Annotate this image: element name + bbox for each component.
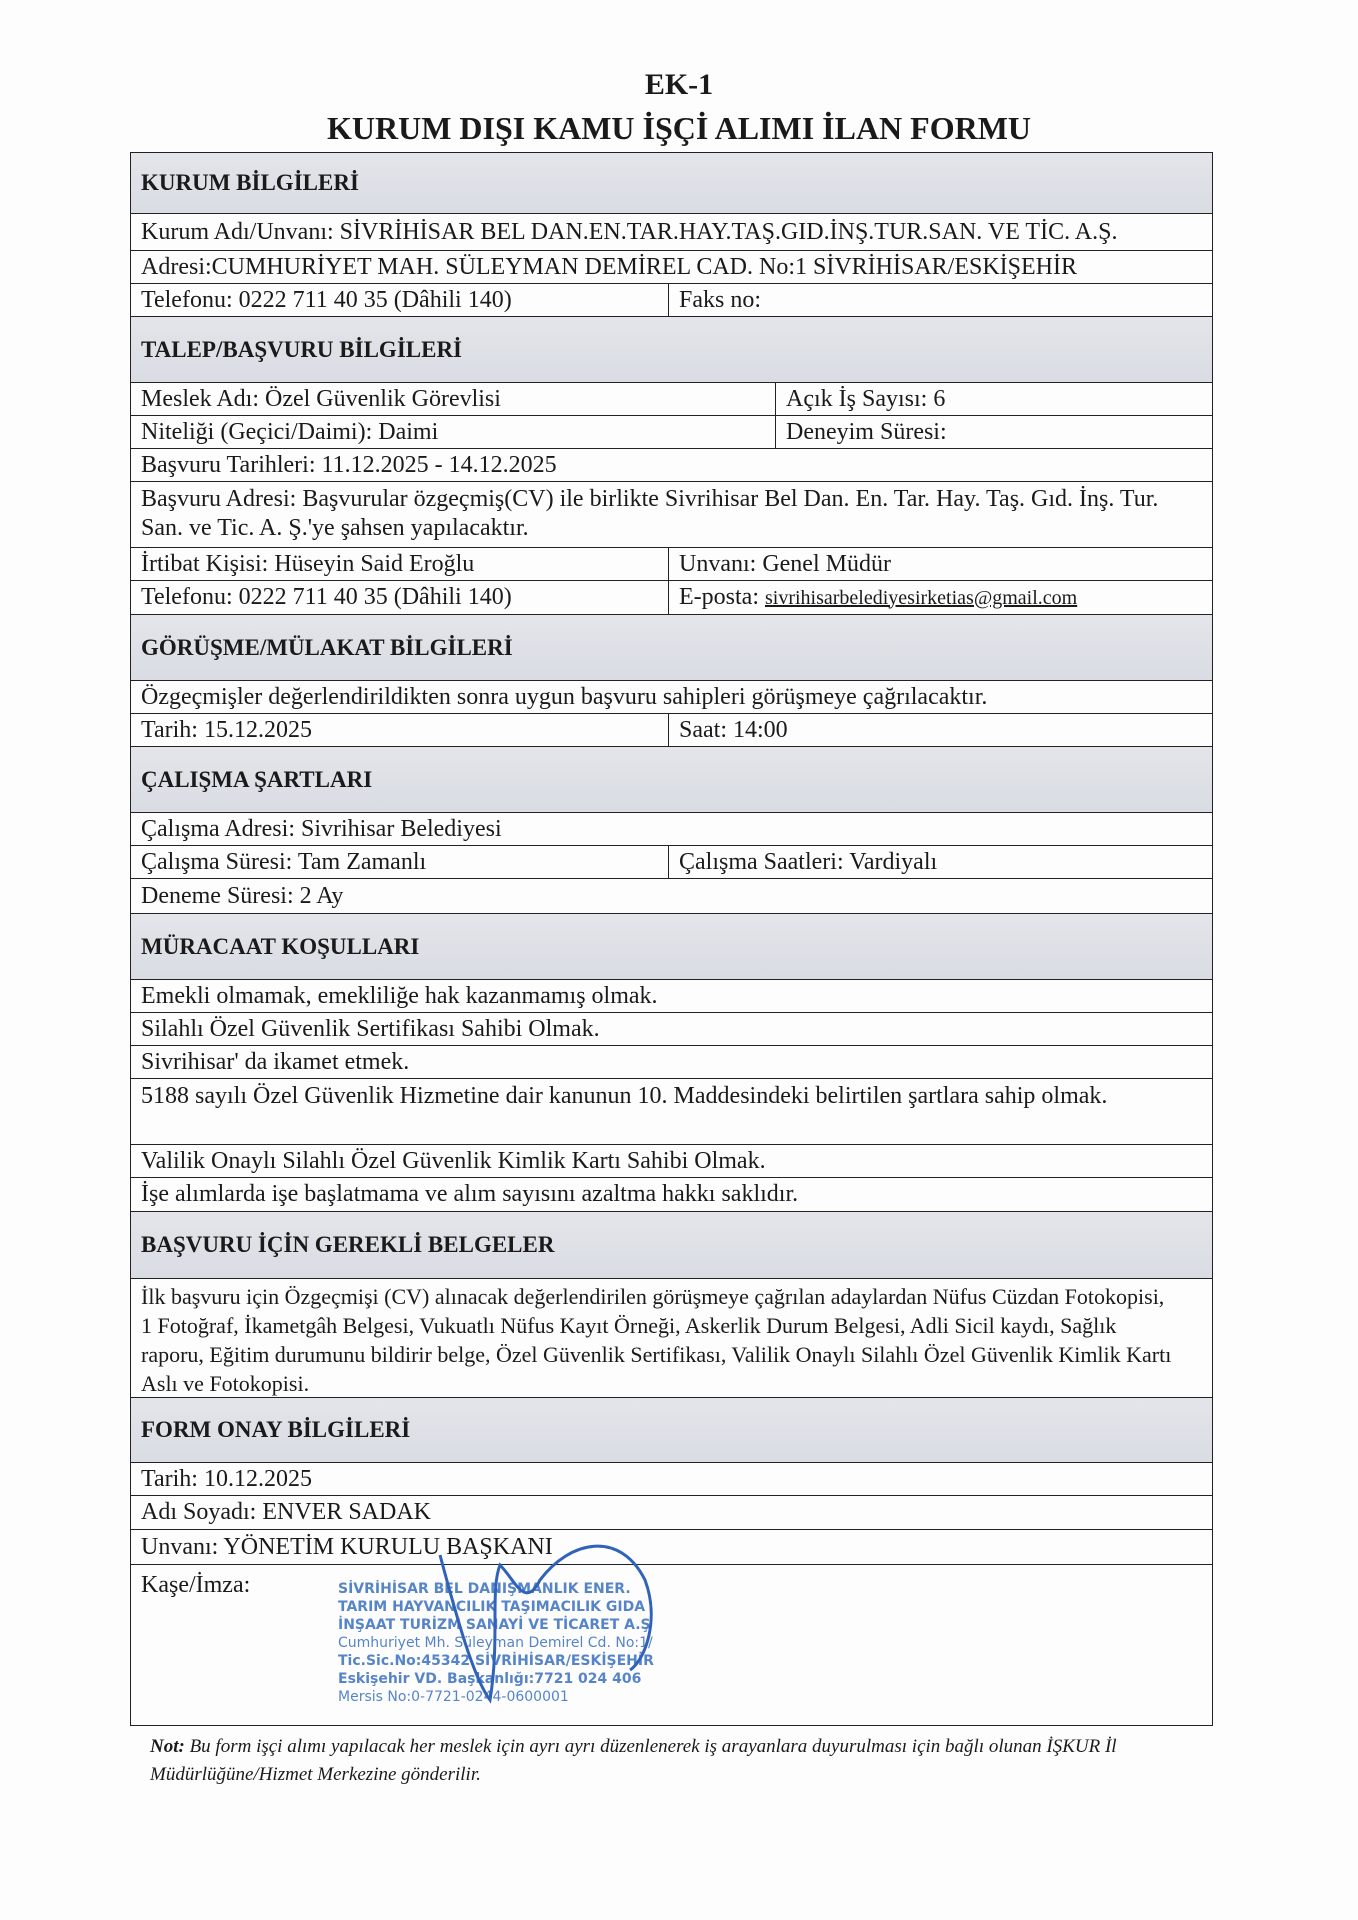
condition-text: İşe alımlarda işe başlatmama ve alım sayısını azaltma hakkı saklıdır.	[141, 1181, 799, 1208]
condition-text: Silahlı Özel Güvenlik Sertifikası Sahibi Olmak.	[141, 1015, 600, 1042]
kurum-address: Adresi:CUMHURİYET MAH. SÜLEYMAN DEMİREL CAD. No:1 SİVRİHİSAR/ESKİŞEHİR	[141, 253, 1078, 280]
documents-text: İlk başvuru için Özgeçmişi (CV) alınacak değerlendirilen görüşmeye çağrılan adaylardan Nüfus Cüzdan Fotokopisi, 1 Fotoğraf, İkametgâh Belgesi, Vukuatlı Nüfus Kayıt Örneği, Askerlik Durum Belgesi, Adli Sicil kaydı, Sağlık raporu, Eğitim durumunu bildirir belge, Özel Güvenlik Sertifikası, Valilik Onaylı Silahlı Özel Güvenlik Kimlik Kartı Aslı ve Fotokopisi.	[141, 1284, 1172, 1396]
interview-info: Özgeçmişler değerlendirildikten sonra uygun başvuru sahipleri görüşmeye çağrılacaktır.	[141, 683, 988, 710]
approval-date-row	[130, 1462, 1213, 1495]
condition-text: Emekli olmamak, emekliliğe hak kazanmamış olmak.	[141, 982, 658, 1009]
footer-note	[150, 1733, 1210, 1789]
contact-email-cell	[668, 581, 1212, 614]
section-kurum: KURUM BİLGİLERİ	[130, 152, 1213, 213]
email-label: E-posta:	[679, 584, 759, 611]
nature-row	[130, 415, 1213, 448]
work-duration-row	[130, 845, 1213, 878]
experience: Deneyim Süresi:	[775, 416, 1212, 448]
note-text: Bu form işçi alımı yapılacak her meslek için ayrı ayrı düzenlenerek iş arayanlara duyurulması için bağlı olunan İŞKUR İl Müdürlüğüne/Hizmet Merkezine gönderilir.	[150, 1736, 1117, 1785]
condition-text: Sivrihisar' da ikamet etmek.	[141, 1048, 410, 1075]
stamp-line: İNŞAAT TURİZM SANAYİ VE TİCARET A.Ş	[338, 1617, 651, 1633]
kurum-phone-row	[130, 283, 1213, 316]
condition-item	[130, 1045, 1213, 1078]
kurum-fax: Faks no:	[668, 284, 1212, 316]
trial-period: Deneme Süresi: 2 Ay	[141, 882, 344, 909]
interview-time: Saat: 14:00	[668, 714, 1212, 746]
table-bottom-border	[130, 1725, 1213, 1726]
condition-text: Valilik Onaylı Silahlı Özel Güvenlik Kimlik Kartı Sahibi Olmak.	[141, 1147, 766, 1174]
openings: Açık İş Sayısı: 6	[775, 383, 1212, 415]
condition-text: 5188 sayılı Özel Güvenlik Hizmetine dair kanunun 10. Maddesindeki belirtilen şartlara sahip olmak.	[141, 1083, 1108, 1109]
stamp-line: Eskişehir VD. Başkanlığı:7721 024 406	[338, 1671, 642, 1687]
section-belgeler: BAŞVURU İÇİN GEREKLİ BELGELER	[130, 1211, 1213, 1278]
contact-title: Unvanı: Genel Müdür	[668, 548, 1212, 580]
stamp-line: Cumhuriyet Mh. Süleyman Demirel Cd. No:1/	[338, 1635, 653, 1651]
contact-phone-row	[130, 580, 1213, 614]
annex-label: EK-1	[644, 68, 714, 101]
section-muracaat: MÜRACAAT KOŞULLARI	[130, 913, 1213, 979]
contact-row	[130, 547, 1213, 580]
stamp-label: Kaşe/İmza:	[141, 1572, 251, 1598]
dates-row	[130, 448, 1213, 481]
contact-phone: Telefonu: 0222 711 40 35 (Dâhili 140)	[141, 584, 512, 611]
interview-date: Tarih: 15.12.2025	[141, 716, 312, 743]
application-address-row	[130, 481, 1213, 547]
interview-info-row	[130, 680, 1213, 713]
nature: Niteliği (Geçici/Daimi): Daimi	[141, 418, 439, 445]
stamp-line: Tic.Sic.No:45342 SİVRİHİSAR/ESKİŞEHİR	[338, 1653, 654, 1669]
condition-item	[130, 1012, 1213, 1045]
kurum-address-row	[130, 250, 1213, 283]
approver-name-row	[130, 1495, 1213, 1529]
stamp-line: TARIM HAYVANCILIK TAŞIMACILIK GIDA	[338, 1599, 646, 1615]
section-calisma: ÇALIŞMA ŞARTLARI	[130, 746, 1213, 812]
page-title: KURUM DIŞI KAMU İŞÇİ ALIMI İLAN FORMU	[326, 110, 1032, 146]
work-address-row	[130, 812, 1213, 845]
stamp-line: SİVRİHİSAR BEL DANIŞMANLIK ENER.	[338, 1581, 631, 1597]
application-address: Başvuru Adresi: Başvurular özgeçmiş(CV) ile birlikte Sivrihisar Bel Dan. En. Tar. Hay. Taş. Gıd. İnş. Tur. San. ve Tic. A. Ş.'ye şahsen yapılacaktır.	[141, 486, 1159, 541]
kurum-name-row	[130, 213, 1213, 250]
section-talep: TALEP/BAŞVURU BİLGİLERİ	[130, 316, 1213, 382]
contact-person: İrtibat Kişisi: Hüseyin Said Eroğlu	[141, 550, 475, 577]
condition-item	[130, 1177, 1213, 1211]
email-link[interactable]: sivrihisarbelediyesirketias@gmail.com	[764, 586, 1078, 609]
kurum-name: Kurum Adı/Unvanı: SİVRİHİSAR BEL DAN.EN.TAR.HAY.TAŞ.GID.İNŞ.TUR.SAN. VE TİC. A.Ş.	[141, 218, 1118, 245]
work-duration: Çalışma Süresi: Tam Zamanlı	[141, 848, 427, 875]
condition-item	[130, 979, 1213, 1012]
condition-item	[130, 1078, 1213, 1144]
approver-title: Unvanı: YÖNETİM KURULU BAŞKANI	[141, 1533, 553, 1560]
approval-date: Tarih: 10.12.2025	[141, 1465, 312, 1492]
interview-date-row	[130, 713, 1213, 746]
note-label: Not:	[150, 1736, 185, 1757]
approver-name: Adı Soyadı: ENVER SADAK	[141, 1499, 432, 1526]
trial-row	[130, 878, 1213, 913]
condition-item	[130, 1144, 1213, 1177]
work-address: Çalışma Adresi: Sivrihisar Belediyesi	[141, 815, 502, 842]
kurum-phone: Telefonu: 0222 711 40 35 (Dâhili 140)	[141, 286, 512, 313]
application-dates: Başvuru Tarihleri: 11.12.2025 - 14.12.2025	[141, 451, 557, 478]
occupation-row	[130, 382, 1213, 415]
occupation: Meslek Adı: Özel Güvenlik Görevlisi	[141, 385, 501, 412]
stamp-row	[130, 1564, 1213, 1725]
stamp-line: Mersis No:0-7721-0244-0600001	[338, 1689, 569, 1705]
signature-icon	[430, 1520, 670, 1720]
work-hours: Çalışma Saatleri: Vardiyalı	[668, 846, 1212, 878]
documents-row	[130, 1278, 1213, 1397]
section-gorusme: GÖRÜŞME/MÜLAKAT BİLGİLERİ	[130, 614, 1213, 680]
approver-title-row	[130, 1529, 1213, 1564]
section-onay: FORM ONAY BİLGİLERİ	[130, 1397, 1213, 1462]
